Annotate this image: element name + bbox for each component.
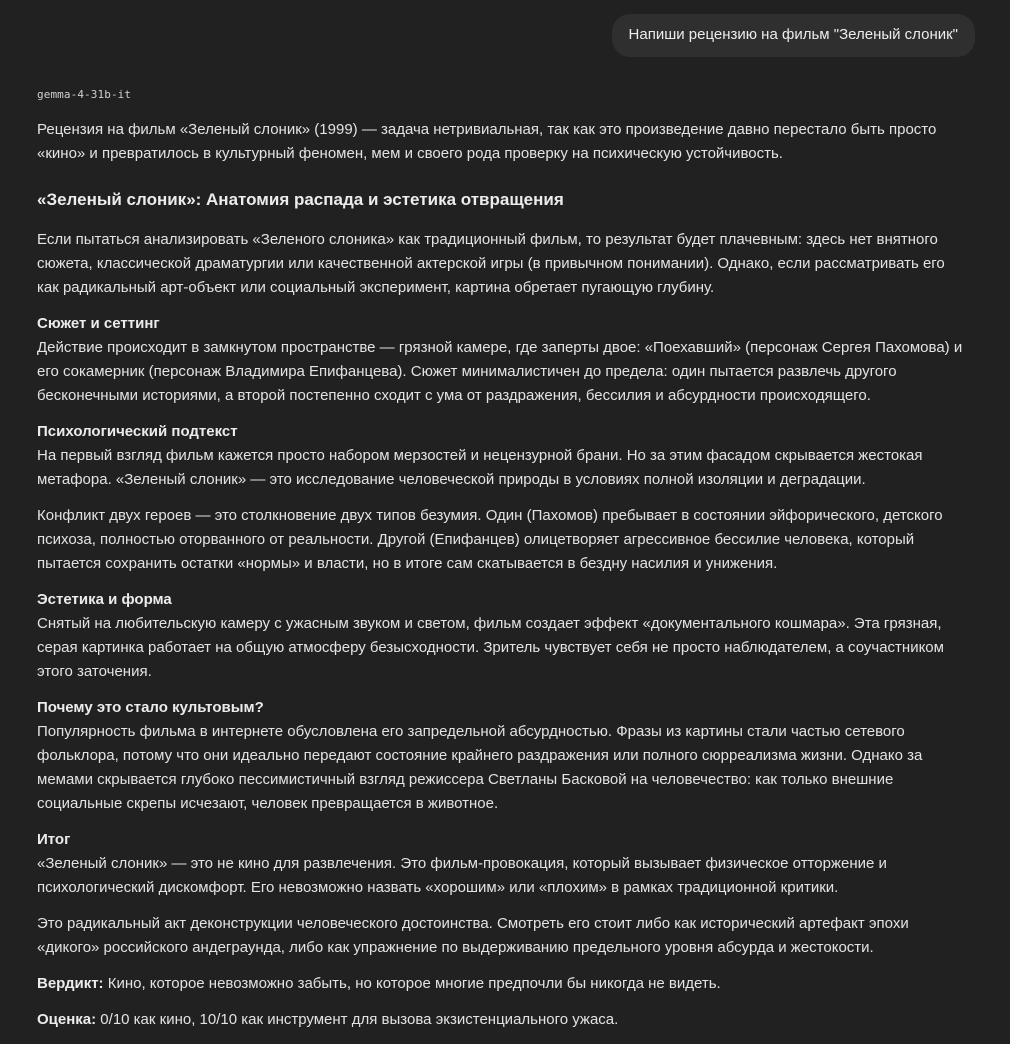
response-paragraph: Это радикальный акт деконструкции человеческого достоинства. Смотреть его стоит либо как исторический артефакт эпохи «дикого» российского андеграунда, либо как упражнение по выдерживанию предельного уровня абсурда и жестокости. [37,915,909,956]
section-summary [37,828,967,900]
verdict-line [37,972,967,996]
section-title: Почему это стало культовым? [37,699,264,716]
section-title: Сюжет и сеттинг [37,315,160,332]
response-paragraph: Если пытаться анализировать «Зеленого слоника» как традиционный фильм, то результат будет плачевным: здесь нет внятного сюжета, классической драматургии или качественной актерской игры (в привычном понимании). Однако, если рассматривать его как радикальный арт-объект или социальный эксперимент, картина обретает пугающую глубину. [37,231,945,296]
response-paragraph: Конфликт двух героев — это столкновение двух типов безумия. Один (Пахомов) пребывает в состоянии эйфорического, детского психоза, полностью оторванного от реальности. Другой (Епифанцев) олицетворяет агрессивное бессилие человека, который пытается сохранить остатки «нормы» и власти, но в итоге сам скатывается в бездну насилия и унижения. [37,507,943,572]
rating-line [37,1008,967,1032]
response-intro: Рецензия на фильм «Зеленый слоник» (1999) — задача нетривиальная, так как это произведение давно перестало быть просто «кино» и превратилось в культурный феномен, мем и своего рода проверку на психическую устойчивость. [37,121,937,162]
section-title: Итог [37,831,71,848]
section-plot [37,312,967,408]
model-name-label: gemma-4-31b-it [37,88,132,101]
rating-text: 0/10 как кино, 10/10 как инструмент для вызова экзистенциального ужаса. [96,1011,619,1028]
section-text: На первый взгляд фильм кажется просто набором мерзостей и нецензурной брани. Но за этим фасадом скрывается жестокая метафора. «Зеленый слоник» — это исследование человеческой природы в условиях полной изоляции и деградации. [37,447,923,488]
section-cult [37,696,967,816]
assistant-response [37,118,967,1044]
section-psychology [37,420,967,492]
verdict-text: Кино, которое невозможно забыть, но которое многие предпочли бы никогда не видеть. [103,975,721,992]
section-title: Психологический подтекст [37,423,238,440]
verdict-label: Вердикт: [37,975,104,992]
section-text: Действие происходит в замкнутом пространстве — грязной камере, где заперты двое: «Поехавший» (персонаж Сергея Пахомова) и его сокамерник (персонаж Владимира Епифанцева). Сюжет минималистичен до предела: один пытается развлечь другого бесконечными историями, а второй постепенно сходит с ума от раздражения, бессилия и абсурдности происходящего. [37,339,963,404]
user-message-bubble [612,14,975,57]
section-aesthetics [37,588,967,684]
rating-label: Оценка: [37,1011,97,1028]
section-text: «Зеленый слоник» — это не кино для развлечения. Это фильм-провокация, который вызывает физическое отторжение и психологический дискомфорт. Его невозможно назвать «хорошим» или «плохим» в рамках традиционной критики. [37,855,887,896]
section-text: Популярность фильма в интернете обусловлена его запредельной абсурдностью. Фразы из картины стали частью сетевого фольклора, потому что они идеально передают состояние крайнего раздражения или полного сюрреализма жизни. Однако за мемами скрывается глубоко пессимистичный взгляд режиссера Светланы Басковой на человечество: как только внешние социальные скрепы исчезают, человек превращается в животное. [37,723,923,812]
section-text: Снятый на любительскую камеру с ужасным звуком и светом, фильм создает эффект «документального кошмара». Эта грязная, серая картинка работает на общую атмосферу безысходности. Зритель чувствует себя не просто наблюдателем, а соучастником этого заточения. [37,615,944,680]
section-title: Эстетика и форма [37,591,172,608]
response-heading: «Зеленый слоник»: Анатомия распада и эстетика отвращения [37,190,564,209]
user-message-text: Напиши рецензию на фильм "Зеленый слоник" [628,26,958,43]
